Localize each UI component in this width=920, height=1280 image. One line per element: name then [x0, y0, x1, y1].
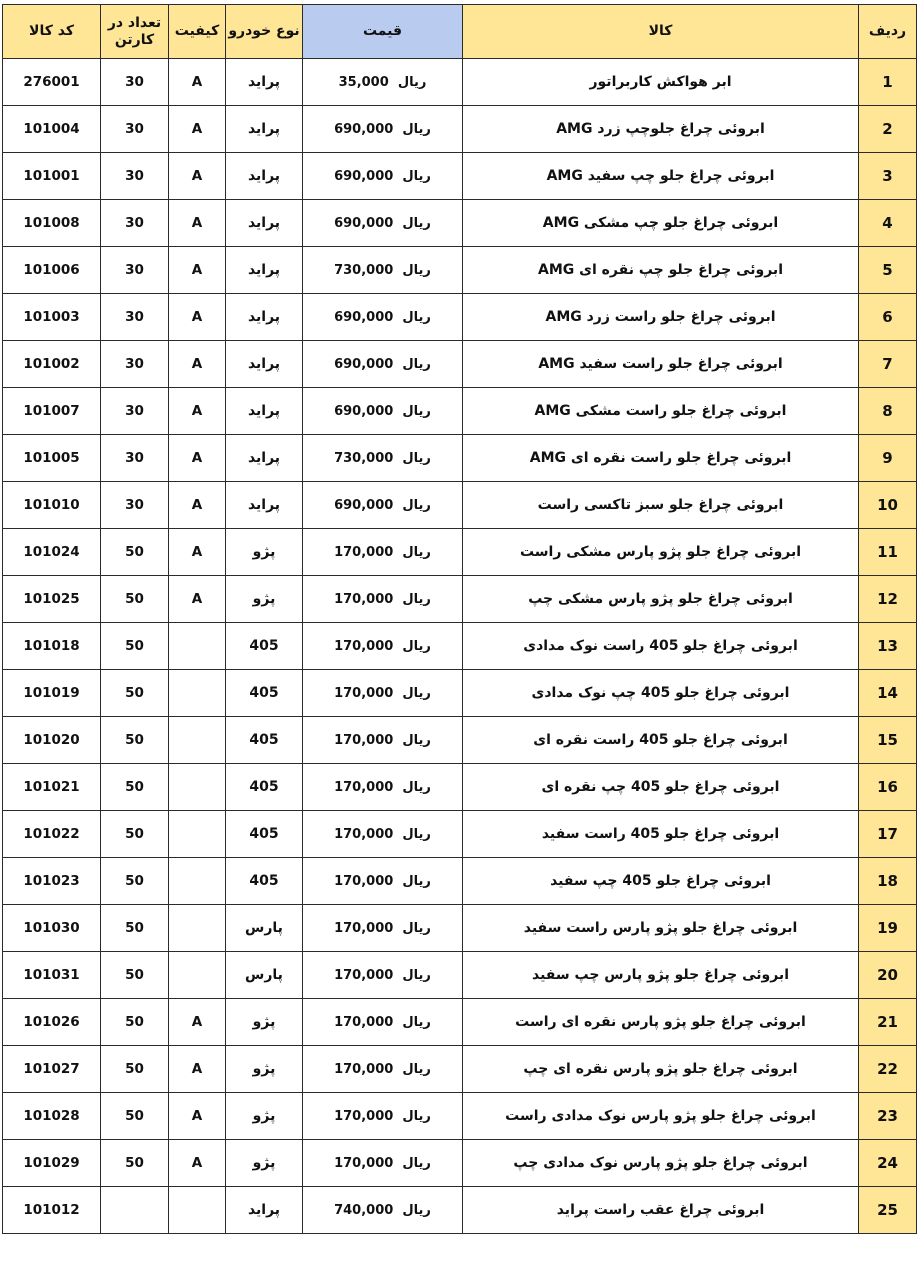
car-type-cell: 405 — [226, 670, 303, 717]
carton-qty-cell: 50 — [101, 717, 169, 764]
price-cell — [303, 200, 463, 247]
row-number-cell: 11 — [859, 529, 917, 576]
price-cell — [303, 1046, 463, 1093]
row-number-cell: 10 — [859, 482, 917, 529]
price-cell — [303, 764, 463, 811]
currency-label: ریال — [402, 1014, 431, 1030]
item-code-cell: 101029 — [3, 1140, 101, 1187]
quality-cell — [169, 670, 226, 717]
item-code-cell: 101021 — [3, 764, 101, 811]
quality-cell: A — [169, 59, 226, 106]
price-cell — [303, 858, 463, 905]
row-number-cell: 9 — [859, 435, 917, 482]
currency-label: ریال — [402, 356, 431, 372]
quality-cell: A — [169, 482, 226, 529]
item-name-cell: ابروئی چراغ جلو چپ نقره ای AMG — [463, 247, 859, 294]
price-cell — [303, 341, 463, 388]
price-cell — [303, 388, 463, 435]
carton-qty-cell: 50 — [101, 811, 169, 858]
quality-cell: A — [169, 294, 226, 341]
currency-label: ریال — [402, 1061, 431, 1077]
price-amount: 740,000 — [334, 1202, 394, 1218]
item-name-cell: ابروئی چراغ جلو 405 راست سفید — [463, 811, 859, 858]
item-name-cell: ابروئی چراغ جلو پژو پارس نوک مدادی چپ — [463, 1140, 859, 1187]
item-name-cell: ابروئی چراغ جلو چپ مشکی AMG — [463, 200, 859, 247]
row-number-cell: 17 — [859, 811, 917, 858]
item-code-cell: 101008 — [3, 200, 101, 247]
price-amount: 35,000 — [338, 74, 389, 90]
price-cell — [303, 59, 463, 106]
item-code-cell: 101007 — [3, 388, 101, 435]
table-row — [3, 435, 917, 482]
currency-label: ریال — [402, 1108, 431, 1124]
table-row — [3, 717, 917, 764]
car-type-cell: پراید — [226, 153, 303, 200]
carton-qty-cell: 50 — [101, 1046, 169, 1093]
carton-qty-cell: 50 — [101, 1140, 169, 1187]
price-cell — [303, 905, 463, 952]
table-row — [3, 106, 917, 153]
price-cell — [303, 247, 463, 294]
item-name-cell: ابروئی چراغ جلو راست مشکی AMG — [463, 388, 859, 435]
item-name-cell: ابروئی چراغ جلو 405 راست نقره ای — [463, 717, 859, 764]
price-amount: 170,000 — [334, 967, 394, 983]
price-cell — [303, 670, 463, 717]
carton-qty-cell: 50 — [101, 576, 169, 623]
currency-label: ریال — [402, 685, 431, 701]
quality-cell: A — [169, 388, 226, 435]
item-name-cell: ابروئی چراغ جلو 405 راست نوک مدادی — [463, 623, 859, 670]
item-code-cell: 101023 — [3, 858, 101, 905]
item-name-cell: ابر هواکش کاربراتور — [463, 59, 859, 106]
car-type-cell: 405 — [226, 858, 303, 905]
table-row — [3, 952, 917, 999]
price-cell — [303, 294, 463, 341]
car-type-cell: پژو — [226, 1046, 303, 1093]
item-name-cell: ابروئی چراغ جلو پژو پارس نقره ای چپ — [463, 1046, 859, 1093]
table-row — [3, 1046, 917, 1093]
item-name-cell: ابروئی چراغ جلو پژو پارس مشکی چپ — [463, 576, 859, 623]
item-name-cell: ابروئی چراغ جلو پژو پارس مشکی راست — [463, 529, 859, 576]
item-code-cell: 101005 — [3, 435, 101, 482]
quality-cell — [169, 623, 226, 670]
table-row — [3, 388, 917, 435]
row-number-cell: 20 — [859, 952, 917, 999]
row-number-cell: 14 — [859, 670, 917, 717]
item-code-cell: 101025 — [3, 576, 101, 623]
currency-label: ریال — [402, 403, 431, 419]
carton-qty-cell: 30 — [101, 200, 169, 247]
item-name-cell: ابروئی چراغ جلو 405 چپ سفید — [463, 858, 859, 905]
currency-label: ریال — [402, 779, 431, 795]
item-code-cell: 101012 — [3, 1187, 101, 1234]
price-cell — [303, 576, 463, 623]
table-row — [3, 153, 917, 200]
currency-label: ریال — [402, 544, 431, 560]
currency-label: ریال — [402, 873, 431, 889]
car-type-cell: پراید — [226, 1187, 303, 1234]
row-number-cell: 22 — [859, 1046, 917, 1093]
carton-qty-cell: 30 — [101, 106, 169, 153]
item-code-cell: 101002 — [3, 341, 101, 388]
price-amount: 730,000 — [334, 450, 394, 466]
currency-label: ریال — [402, 967, 431, 983]
row-number-cell: 16 — [859, 764, 917, 811]
carton-qty-cell: 30 — [101, 435, 169, 482]
car-type-cell: 405 — [226, 623, 303, 670]
row-number-cell: 7 — [859, 341, 917, 388]
table-row — [3, 670, 917, 717]
price-cell — [303, 1187, 463, 1234]
price-amount: 730,000 — [334, 262, 394, 278]
item-code-cell: 101020 — [3, 717, 101, 764]
price-cell — [303, 482, 463, 529]
row-number-cell: 23 — [859, 1093, 917, 1140]
item-code-cell: 101028 — [3, 1093, 101, 1140]
car-type-cell: 405 — [226, 764, 303, 811]
car-type-cell: پارس — [226, 905, 303, 952]
price-amount: 170,000 — [334, 1108, 394, 1124]
car-type-cell: پراید — [226, 200, 303, 247]
item-name-cell: ابروئی چراغ جلو 405 چپ نقره ای — [463, 764, 859, 811]
price-cell — [303, 717, 463, 764]
header-car: نوع خودرو — [226, 5, 303, 59]
header-quality: کیفیت — [169, 5, 226, 59]
row-number-cell: 3 — [859, 153, 917, 200]
carton-qty-cell: 50 — [101, 952, 169, 999]
item-name-cell: ابروئی چراغ جلو راست زرد AMG — [463, 294, 859, 341]
currency-label: ریال — [402, 309, 431, 325]
car-type-cell: پژو — [226, 529, 303, 576]
car-type-cell: پراید — [226, 106, 303, 153]
currency-label: ریال — [402, 920, 431, 936]
row-number-cell: 5 — [859, 247, 917, 294]
carton-qty-cell: 50 — [101, 858, 169, 905]
carton-qty-cell: 30 — [101, 294, 169, 341]
carton-qty-cell: 50 — [101, 905, 169, 952]
header-row: ردیف — [859, 5, 917, 59]
header-row — [3, 5, 917, 59]
quality-cell — [169, 1187, 226, 1234]
car-type-cell: پراید — [226, 388, 303, 435]
price-amount: 170,000 — [334, 1014, 394, 1030]
carton-qty-cell: 30 — [101, 388, 169, 435]
price-amount: 690,000 — [334, 309, 394, 325]
table-row — [3, 623, 917, 670]
table-row — [3, 529, 917, 576]
price-amount: 690,000 — [334, 356, 394, 372]
price-amount: 690,000 — [334, 121, 394, 137]
price-amount: 170,000 — [334, 638, 394, 654]
table-row — [3, 482, 917, 529]
car-type-cell: پژو — [226, 999, 303, 1046]
price-amount: 690,000 — [334, 497, 394, 513]
currency-label: ریال — [402, 121, 431, 137]
row-number-cell: 18 — [859, 858, 917, 905]
table-row — [3, 341, 917, 388]
currency-label: ریال — [397, 74, 427, 90]
carton-qty-cell: 50 — [101, 764, 169, 811]
price-cell — [303, 153, 463, 200]
item-code-cell: 101030 — [3, 905, 101, 952]
currency-label: ریال — [402, 1202, 431, 1218]
currency-label: ریال — [402, 826, 431, 842]
item-code-cell: 101018 — [3, 623, 101, 670]
carton-qty-cell: 30 — [101, 482, 169, 529]
row-number-cell: 15 — [859, 717, 917, 764]
item-code-cell: 101003 — [3, 294, 101, 341]
header-qty: تعداد در کارتن — [101, 5, 169, 59]
row-number-cell: 4 — [859, 200, 917, 247]
carton-qty-cell: 30 — [101, 247, 169, 294]
price-cell — [303, 106, 463, 153]
price-cell — [303, 952, 463, 999]
price-amount: 170,000 — [334, 591, 394, 607]
item-code-cell: 101026 — [3, 999, 101, 1046]
table-row — [3, 247, 917, 294]
car-type-cell: پراید — [226, 435, 303, 482]
quality-cell: A — [169, 1046, 226, 1093]
price-cell — [303, 811, 463, 858]
quality-cell — [169, 811, 226, 858]
quality-cell: A — [169, 529, 226, 576]
row-number-cell: 21 — [859, 999, 917, 1046]
table-row — [3, 576, 917, 623]
table-row — [3, 811, 917, 858]
car-type-cell: پژو — [226, 576, 303, 623]
quality-cell — [169, 764, 226, 811]
quality-cell: A — [169, 341, 226, 388]
row-number-cell: 24 — [859, 1140, 917, 1187]
price-amount: 690,000 — [334, 168, 394, 184]
car-type-cell: پژو — [226, 1140, 303, 1187]
item-code-cell: 101019 — [3, 670, 101, 717]
item-name-cell: ابروئی چراغ جلو چپ سفید AMG — [463, 153, 859, 200]
table-row — [3, 1140, 917, 1187]
table-row — [3, 1093, 917, 1140]
price-cell — [303, 999, 463, 1046]
quality-cell: A — [169, 200, 226, 247]
table-row — [3, 999, 917, 1046]
price-amount: 170,000 — [334, 873, 394, 889]
header-code: کد کالا — [3, 5, 101, 59]
header-name: کالا — [463, 5, 859, 59]
price-cell — [303, 1093, 463, 1140]
table-row — [3, 1187, 917, 1234]
quality-cell: A — [169, 435, 226, 482]
item-code-cell: 276001 — [3, 59, 101, 106]
table-body — [3, 59, 917, 1234]
item-name-cell: ابروئی چراغ جلو پژو پارس راست سفید — [463, 905, 859, 952]
carton-qty-cell: 30 — [101, 59, 169, 106]
quality-cell — [169, 952, 226, 999]
currency-label: ریال — [402, 168, 431, 184]
price-table — [2, 4, 917, 1234]
header-price: قیمت — [303, 5, 463, 59]
row-number-cell: 13 — [859, 623, 917, 670]
price-cell — [303, 1140, 463, 1187]
price-amount: 690,000 — [334, 215, 394, 231]
row-number-cell: 12 — [859, 576, 917, 623]
car-type-cell: پراید — [226, 341, 303, 388]
price-amount: 170,000 — [334, 544, 394, 560]
currency-label: ریال — [402, 732, 431, 748]
quality-cell: A — [169, 576, 226, 623]
quality-cell — [169, 717, 226, 764]
price-amount: 170,000 — [334, 732, 394, 748]
item-code-cell: 101006 — [3, 247, 101, 294]
car-type-cell: پراید — [226, 247, 303, 294]
car-type-cell: پژو — [226, 1093, 303, 1140]
price-amount: 170,000 — [334, 779, 394, 795]
currency-label: ریال — [402, 638, 431, 654]
currency-label: ریال — [402, 591, 431, 607]
item-name-cell: ابروئی چراغ جلو پژو پارس چپ سفید — [463, 952, 859, 999]
table-row — [3, 858, 917, 905]
price-amount: 690,000 — [334, 403, 394, 419]
quality-cell: A — [169, 247, 226, 294]
row-number-cell: 25 — [859, 1187, 917, 1234]
currency-label: ریال — [402, 1155, 431, 1171]
car-type-cell: 405 — [226, 717, 303, 764]
row-number-cell: 6 — [859, 294, 917, 341]
price-cell — [303, 435, 463, 482]
currency-label: ریال — [402, 450, 431, 466]
currency-label: ریال — [402, 215, 431, 231]
car-type-cell: پراید — [226, 482, 303, 529]
carton-qty-cell: 30 — [101, 341, 169, 388]
price-amount: 170,000 — [334, 1061, 394, 1077]
quality-cell: A — [169, 999, 226, 1046]
car-type-cell: پراید — [226, 294, 303, 341]
carton-qty-cell: 50 — [101, 999, 169, 1046]
table-row — [3, 764, 917, 811]
item-code-cell: 101001 — [3, 153, 101, 200]
table-header — [3, 5, 917, 59]
carton-qty-cell: 50 — [101, 1093, 169, 1140]
price-amount: 170,000 — [334, 920, 394, 936]
item-code-cell: 101031 — [3, 952, 101, 999]
price-amount: 170,000 — [334, 685, 394, 701]
car-type-cell: پراید — [226, 59, 303, 106]
price-cell — [303, 529, 463, 576]
quality-cell — [169, 905, 226, 952]
row-number-cell: 8 — [859, 388, 917, 435]
item-code-cell: 101004 — [3, 106, 101, 153]
table-row — [3, 200, 917, 247]
carton-qty-cell — [101, 1187, 169, 1234]
car-type-cell: 405 — [226, 811, 303, 858]
carton-qty-cell: 50 — [101, 529, 169, 576]
currency-label: ریال — [402, 497, 431, 513]
item-name-cell: ابروئی چراغ جلو 405 چپ نوک مدادی — [463, 670, 859, 717]
quality-cell: A — [169, 1140, 226, 1187]
item-name-cell: ابروئی چراغ جلو راست نقره ای AMG — [463, 435, 859, 482]
price-cell — [303, 623, 463, 670]
item-name-cell: ابروئی چراغ جلو راست سفید AMG — [463, 341, 859, 388]
item-code-cell: 101027 — [3, 1046, 101, 1093]
quality-cell — [169, 858, 226, 905]
table-row — [3, 59, 917, 106]
row-number-cell: 1 — [859, 59, 917, 106]
quality-cell: A — [169, 1093, 226, 1140]
price-amount: 170,000 — [334, 826, 394, 842]
item-code-cell: 101022 — [3, 811, 101, 858]
item-name-cell: ابروئی چراغ جلو پژو پارس نوک مدادی راست — [463, 1093, 859, 1140]
carton-qty-cell: 50 — [101, 623, 169, 670]
carton-qty-cell: 50 — [101, 670, 169, 717]
quality-cell: A — [169, 153, 226, 200]
row-number-cell: 2 — [859, 106, 917, 153]
item-name-cell: ابروئی چراغ جلو سبز تاکسی راست — [463, 482, 859, 529]
row-number-cell: 19 — [859, 905, 917, 952]
item-code-cell: 101010 — [3, 482, 101, 529]
item-code-cell: 101024 — [3, 529, 101, 576]
item-name-cell: ابروئی چراغ جلو پژو پارس نقره ای راست — [463, 999, 859, 1046]
price-amount: 170,000 — [334, 1155, 394, 1171]
car-type-cell: پارس — [226, 952, 303, 999]
item-name-cell: ابروئی چراغ عقب راست پراید — [463, 1187, 859, 1234]
carton-qty-cell: 30 — [101, 153, 169, 200]
quality-cell: A — [169, 106, 226, 153]
item-name-cell: ابروئی چراغ جلوچپ زرد AMG — [463, 106, 859, 153]
currency-label: ریال — [402, 262, 431, 278]
table-row — [3, 294, 917, 341]
table-row — [3, 905, 917, 952]
